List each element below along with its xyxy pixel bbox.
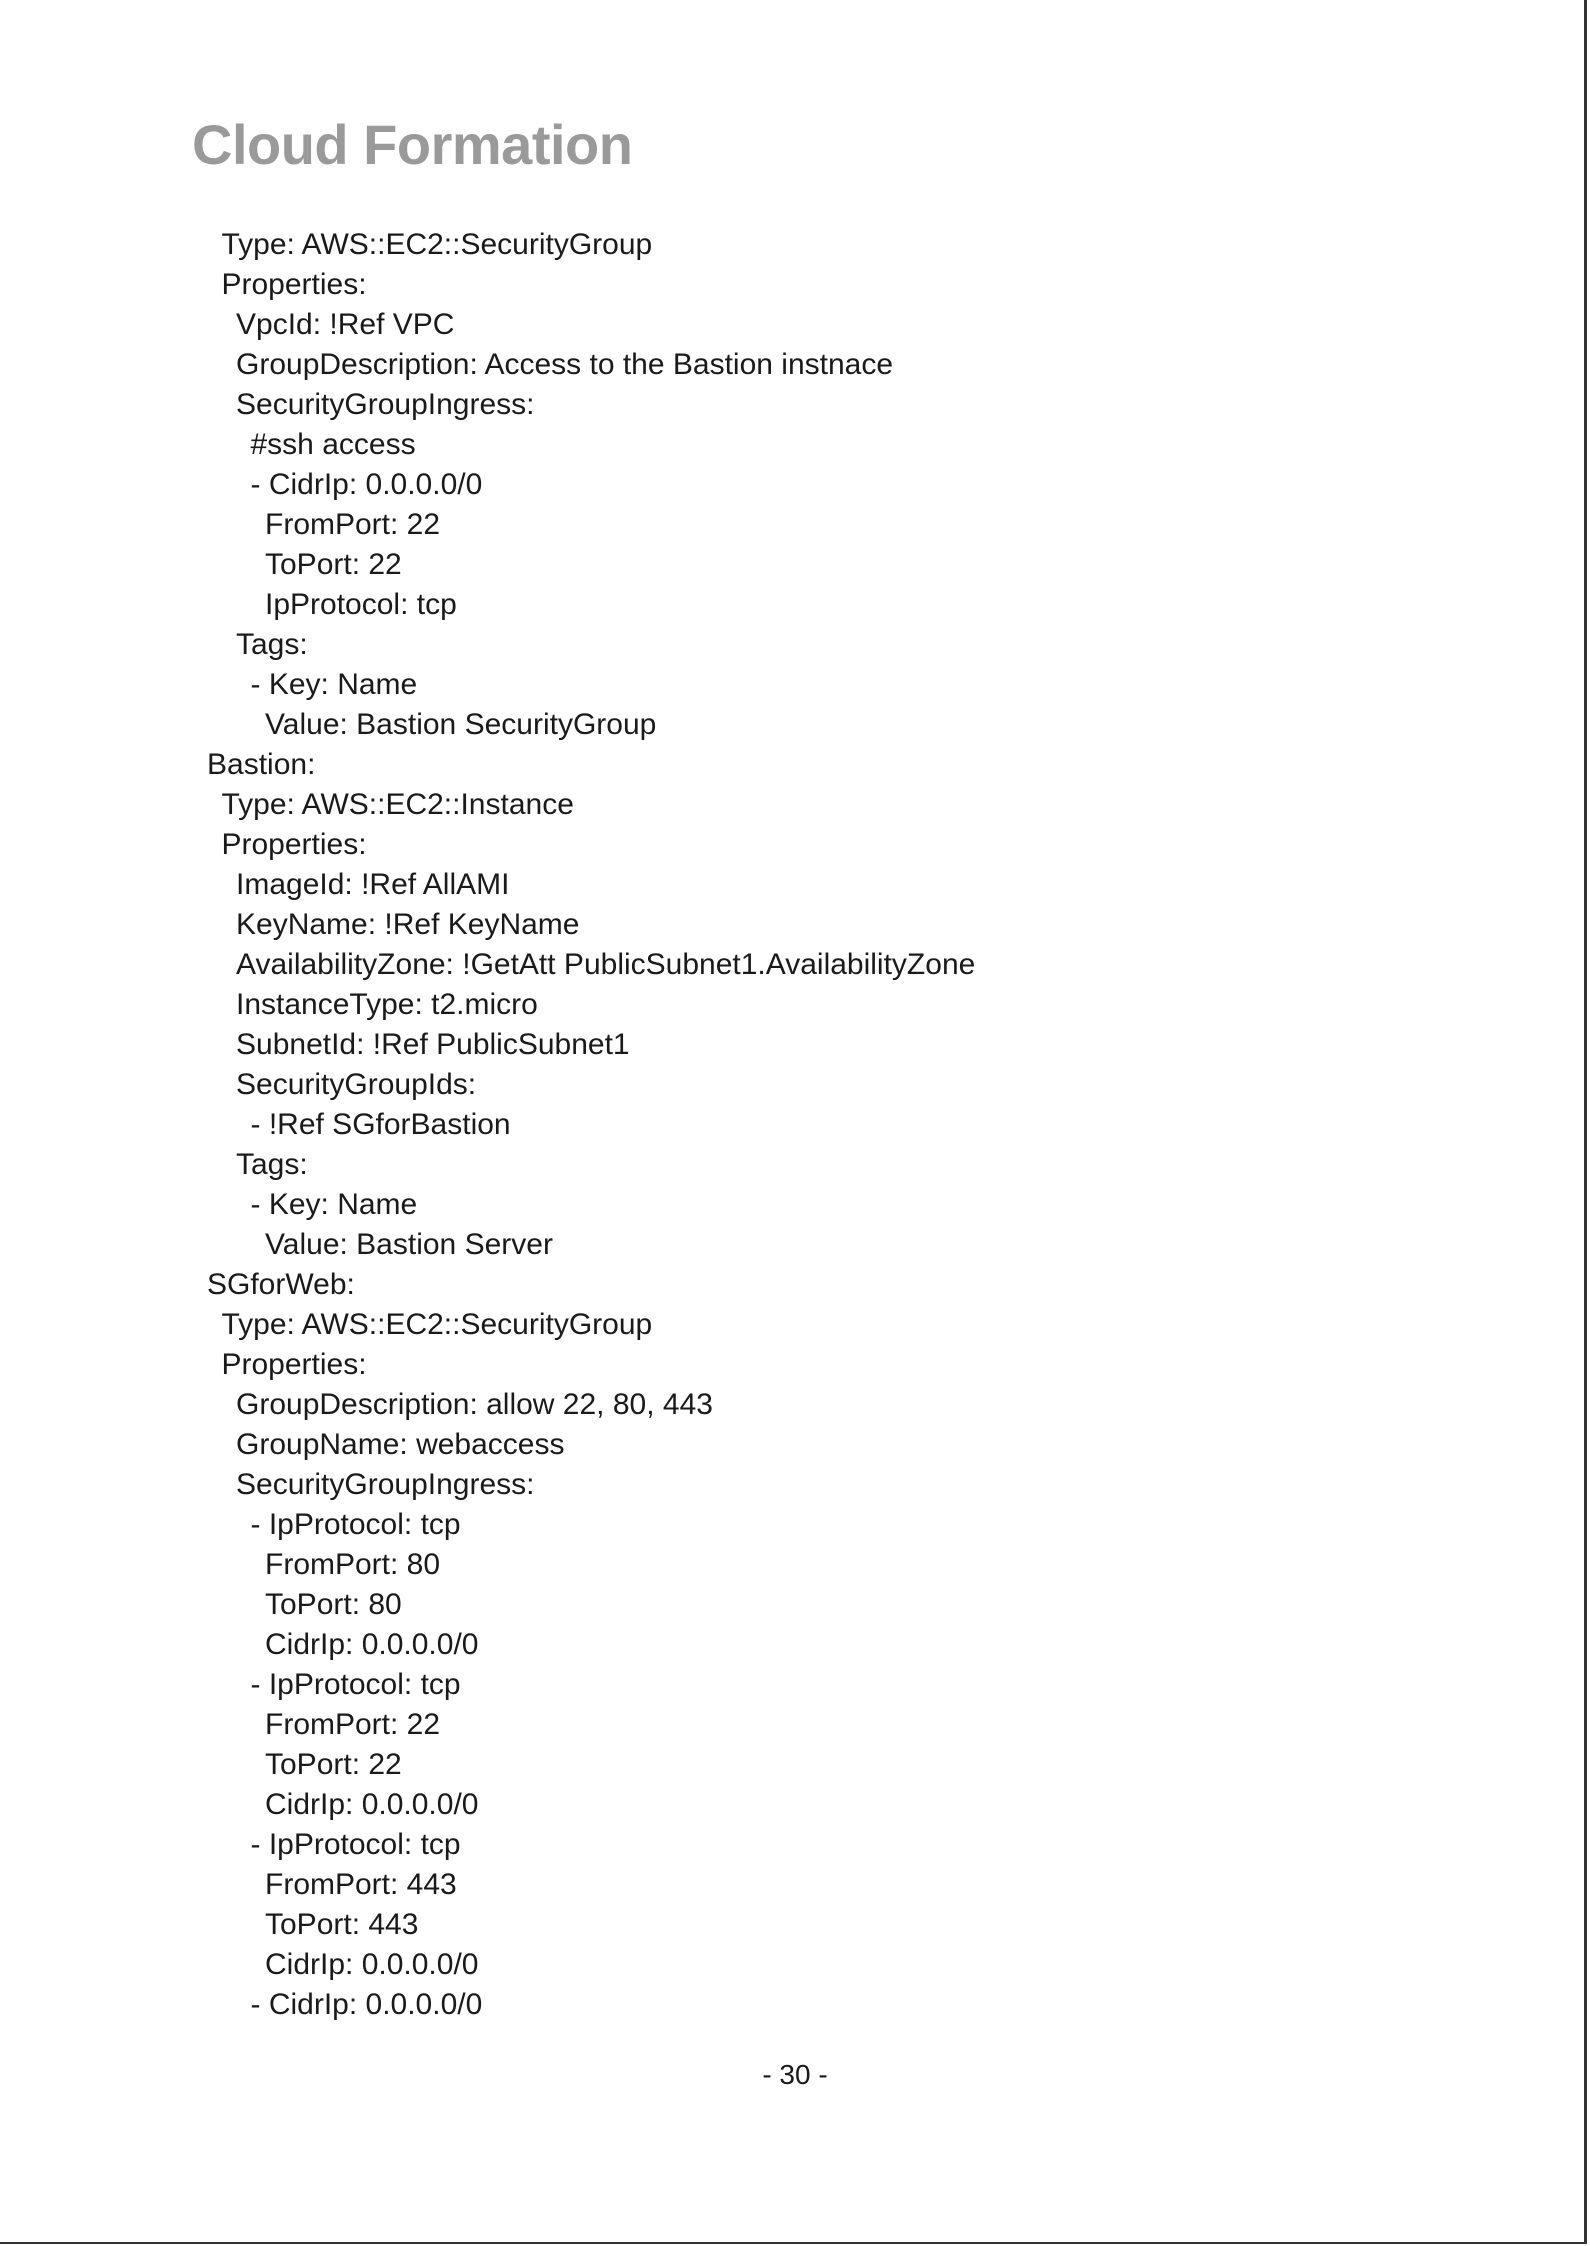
code-line: KeyName: !Ref KeyName <box>236 908 580 941</box>
code-line: Properties: <box>221 828 367 861</box>
code-line: AvailabilityZone: !GetAtt PublicSubnet1.AvailabilityZone <box>236 948 976 981</box>
code-line: GroupDescription: allow 22, 80, 443 <box>236 1388 713 1421</box>
code-line: Properties: <box>221 268 367 301</box>
code-line: - IpProtocol: tcp <box>250 1508 461 1541</box>
code-line: Bastion: <box>207 748 316 781</box>
code-line: FromPort: 443 <box>265 1868 457 1901</box>
code-line: #ssh access <box>250 428 416 461</box>
page-number: - 30 - <box>762 2059 828 2090</box>
code-line: - CidrIp: 0.0.0.0/0 <box>250 1988 483 2021</box>
page-title: Cloud Formation <box>192 113 633 176</box>
code-line: Type: AWS::EC2::SecurityGroup <box>221 228 653 261</box>
code-line: FromPort: 22 <box>265 508 441 541</box>
code-line: CidrIp: 0.0.0.0/0 <box>265 1628 479 1661</box>
code-line: ToPort: 443 <box>265 1908 419 1941</box>
code-line: SecurityGroupIds: <box>236 1068 477 1101</box>
code-line: Value: Bastion Server <box>265 1228 553 1261</box>
code-line: CidrIp: 0.0.0.0/0 <box>265 1948 479 1981</box>
code-line: GroupName: webaccess <box>236 1428 565 1461</box>
code-line: ImageId: !Ref AllAMI <box>236 868 510 901</box>
code-line: - IpProtocol: tcp <box>250 1828 461 1861</box>
code-line: InstanceType: t2.micro <box>236 988 538 1021</box>
code-line: - CidrIp: 0.0.0.0/0 <box>250 468 483 501</box>
code-line: Tags: <box>236 1148 308 1181</box>
code-line: - Key: Name <box>250 1188 418 1221</box>
code-line: ToPort: 80 <box>265 1588 402 1621</box>
code-line: FromPort: 22 <box>265 1708 441 1741</box>
code-line: SecurityGroupIngress: <box>236 388 535 421</box>
code-line: Value: Bastion SecurityGroup <box>265 708 657 741</box>
code-line: Type: AWS::EC2::SecurityGroup <box>221 1308 653 1341</box>
code-line: Properties: <box>221 1348 367 1381</box>
code-line: - IpProtocol: tcp <box>250 1668 461 1701</box>
code-line: Tags: <box>236 628 308 661</box>
code-line: FromPort: 80 <box>265 1548 441 1581</box>
code-line: SubnetId: !Ref PublicSubnet1 <box>236 1028 630 1061</box>
code-line: CidrIp: 0.0.0.0/0 <box>265 1788 479 1821</box>
code-line: GroupDescription: Access to the Bastion instnace <box>236 348 894 381</box>
code-line: SecurityGroupIngress: <box>236 1468 535 1501</box>
code-line: IpProtocol: tcp <box>265 588 457 621</box>
code-line: SGforWeb: <box>207 1268 355 1301</box>
code-line: ToPort: 22 <box>265 548 402 581</box>
code-line: Type: AWS::EC2::Instance <box>221 788 574 821</box>
code-line: - Key: Name <box>250 668 418 701</box>
code-listing <box>207 225 975 2025</box>
code-line: VpcId: !Ref VPC <box>236 308 455 341</box>
code-line: ToPort: 22 <box>265 1748 402 1781</box>
code-line: - !Ref SGforBastion <box>250 1108 511 1141</box>
